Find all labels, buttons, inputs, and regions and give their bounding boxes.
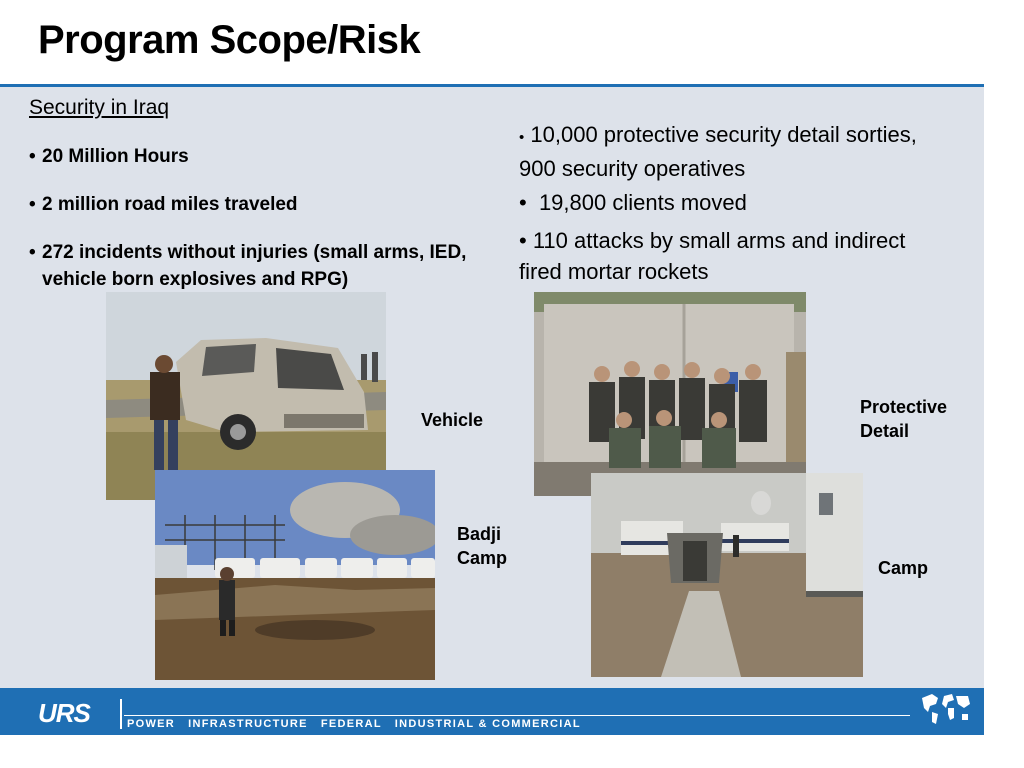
left-bullet xyxy=(29,143,469,170)
camp-photo xyxy=(591,473,863,677)
right-bullet xyxy=(519,119,939,184)
footer-tail xyxy=(984,688,1024,735)
slide-title: Program Scope/Risk xyxy=(38,18,421,62)
section-subtitle: Security in Iraq xyxy=(29,96,170,119)
vehicle-photo xyxy=(106,292,386,500)
right-bullet xyxy=(519,225,939,287)
caption-protective-detail: Protective Detail xyxy=(860,397,948,441)
bullet-text: 20 Million Hours xyxy=(42,146,189,167)
bullet-text: 110 attacks by small arms and indirect fired mortar rockets xyxy=(519,228,906,284)
bullet-marker: • xyxy=(29,146,36,167)
caption-camp: Camp xyxy=(878,558,929,578)
bullet-marker: • xyxy=(519,190,527,215)
protective-detail-photo xyxy=(534,292,806,496)
caption-vehicle: Vehicle xyxy=(421,410,484,430)
footer-divider xyxy=(120,699,122,729)
right-bullet xyxy=(519,187,939,218)
world-map-icon xyxy=(918,690,974,735)
bullet-marker: • xyxy=(29,194,36,215)
bullet-text: 10,000 protective security detail sorties, 900 security operatives xyxy=(519,122,917,181)
urs-logo: URS xyxy=(38,698,90,728)
footer-rule xyxy=(124,715,910,716)
bullet-text: 272 incidents without injuries (small arms, IED, vehicle born explosives and RPG) xyxy=(42,242,467,290)
left-bullet xyxy=(29,191,469,218)
bullet-text: 19,800 clients moved xyxy=(532,190,747,215)
bullet-text: 2 million road miles traveled xyxy=(42,194,298,215)
badji-camp-photo xyxy=(155,470,435,680)
footer-tagline: POWER INFRASTRUCTURE FEDERAL INDUSTRIAL & COMMERCIAL xyxy=(127,718,581,730)
bullet-marker: • xyxy=(29,242,36,263)
left-bullet xyxy=(29,239,479,293)
bullet-marker: • xyxy=(519,129,525,146)
bullet-marker: • xyxy=(519,228,527,253)
caption-badji-camp: Badji Camp xyxy=(457,524,508,568)
